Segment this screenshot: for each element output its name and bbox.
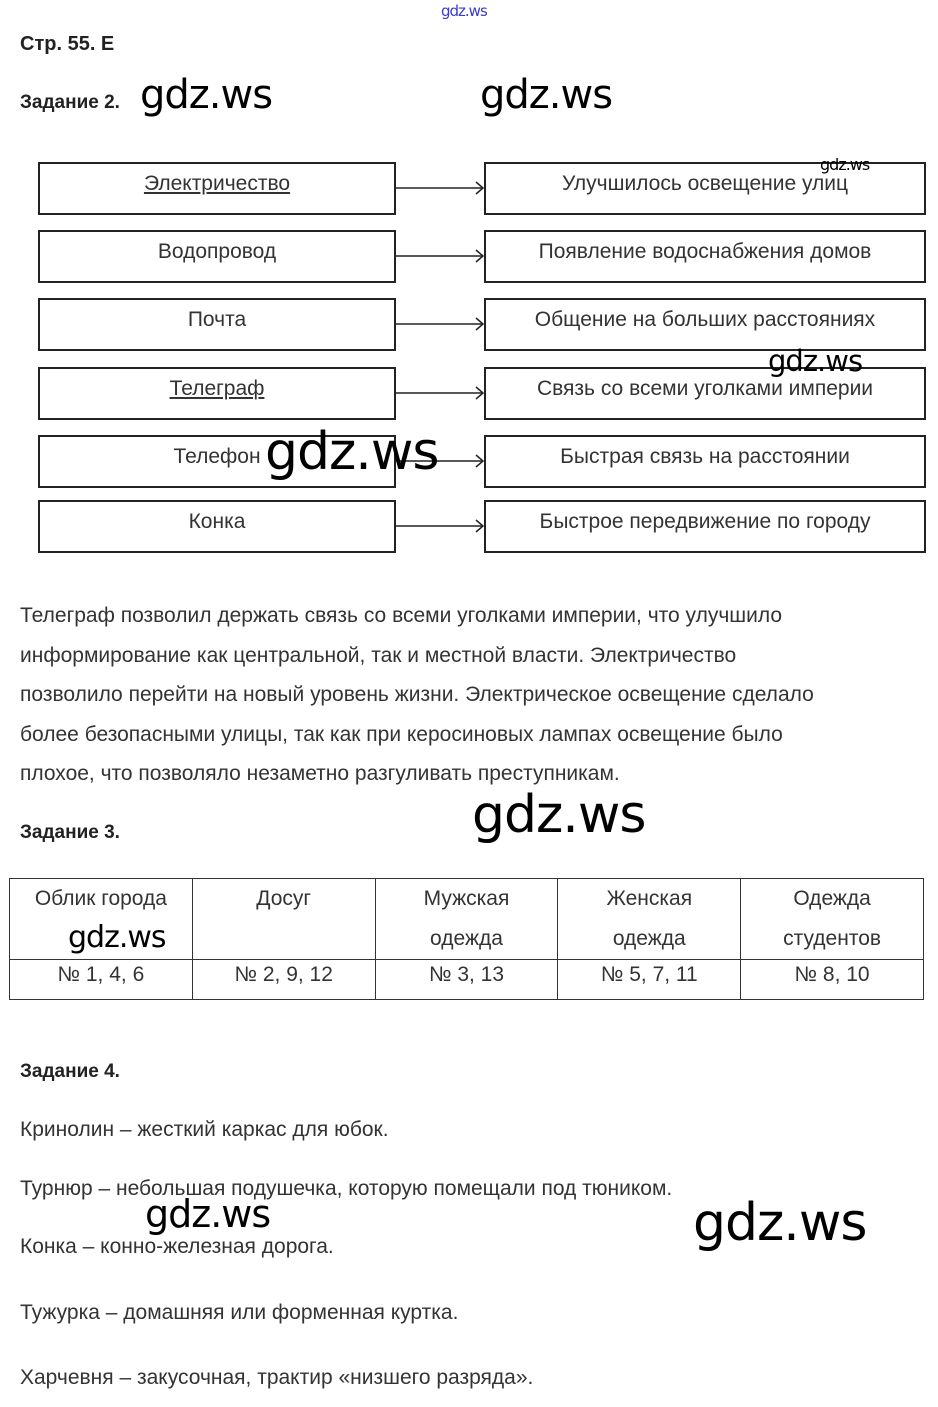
- table-header-cell: Досуг: [192, 879, 375, 960]
- cause-label: Электричество: [143, 172, 291, 195]
- cause-box: [38, 367, 396, 420]
- effect-label: Быстрое передвижение по городу: [539, 510, 871, 533]
- paragraph-line: плохое, что позволяло незаметно разгуливать преступникам.: [20, 762, 620, 785]
- page-title: Стр. 55. Е: [20, 33, 115, 55]
- cause-box: [38, 500, 396, 553]
- cause-box: [38, 162, 396, 215]
- arrow-icon: [396, 317, 484, 331]
- watermark-top: gdz.ws: [441, 2, 487, 20]
- arrow-icon: [396, 249, 484, 263]
- watermark: gdz.ws: [145, 1192, 271, 1236]
- watermark: gdz.ws: [480, 72, 613, 118]
- paragraph-line: информирование как центральной, так и местной власти. Электричество: [20, 643, 737, 667]
- cause-label: Телеграф: [169, 377, 265, 400]
- effect-label: Общение на больших расстояниях: [534, 308, 876, 331]
- effect-label: Улучшилось освещение улиц: [561, 172, 849, 195]
- task2-heading: Задание 2.: [20, 92, 120, 113]
- watermark: gdz.ws: [265, 422, 439, 482]
- table-cell: № 5, 7, 11: [558, 960, 741, 1000]
- table-header-cell: Женская одежда: [558, 879, 741, 960]
- table-cell: № 1, 4, 6: [10, 960, 193, 1000]
- table-header-cell: Облик города: [10, 879, 193, 960]
- paragraph-line: позволило перейти на новый уровень жизни. Электрическое освещение сделало: [20, 683, 814, 706]
- arrow-icon: [396, 386, 484, 400]
- table-cell: № 3, 13: [375, 960, 558, 1000]
- effect-box: [484, 435, 926, 488]
- cause-label: Конка: [188, 510, 246, 533]
- paragraph-line: Телеграф позволил держать связь со всеми уголками империи, что улучшило: [20, 604, 783, 627]
- effect-box: [484, 230, 926, 283]
- task4-heading: Задание 4.: [20, 1061, 120, 1082]
- watermark: gdz.ws: [693, 1193, 867, 1253]
- effect-label: Быстрая связь на расстоянии: [560, 445, 850, 468]
- table-header-cell: Одежда студентов: [741, 879, 924, 960]
- definition: Тужурка – домашняя или форменная куртка.: [20, 1301, 459, 1324]
- paragraph-line: более безопасными улицы, так как при керосиновых лампах освещение было: [20, 722, 783, 746]
- watermark: gdz.ws: [768, 344, 863, 378]
- cause-label: Почта: [187, 308, 247, 331]
- effect-label: Связь со всеми уголками империи: [536, 377, 874, 400]
- effect-label: Появление водоснабжения домов: [538, 240, 872, 263]
- effect-box: [484, 500, 926, 553]
- watermark: gdz.ws: [820, 155, 870, 174]
- table-cell: № 8, 10: [741, 960, 924, 1000]
- arrow-icon: [396, 181, 484, 195]
- definition: Харчевня – закусочная, трактир «низшего разряда».: [20, 1366, 534, 1389]
- cause-box: [38, 230, 396, 283]
- cause-label: Телефон: [173, 445, 261, 468]
- arrow-icon: [396, 519, 484, 533]
- definition: Кринолин – жесткий каркас для юбок.: [20, 1118, 389, 1141]
- definition: Турнюр – небольшая подушечка, которую помещали под тюником.: [20, 1177, 673, 1200]
- cause-box: [38, 298, 396, 351]
- table-header-cell: Мужская одежда: [375, 879, 558, 960]
- table-cell: № 2, 9, 12: [192, 960, 375, 1000]
- definition: Конка – конно-железная дорога.: [20, 1235, 334, 1258]
- watermark: gdz.ws: [472, 785, 646, 845]
- cause-label: Водопровод: [157, 240, 277, 263]
- task3-heading: Задание 3.: [20, 822, 120, 843]
- watermark: gdz.ws: [68, 920, 166, 955]
- watermark: gdz.ws: [140, 72, 273, 118]
